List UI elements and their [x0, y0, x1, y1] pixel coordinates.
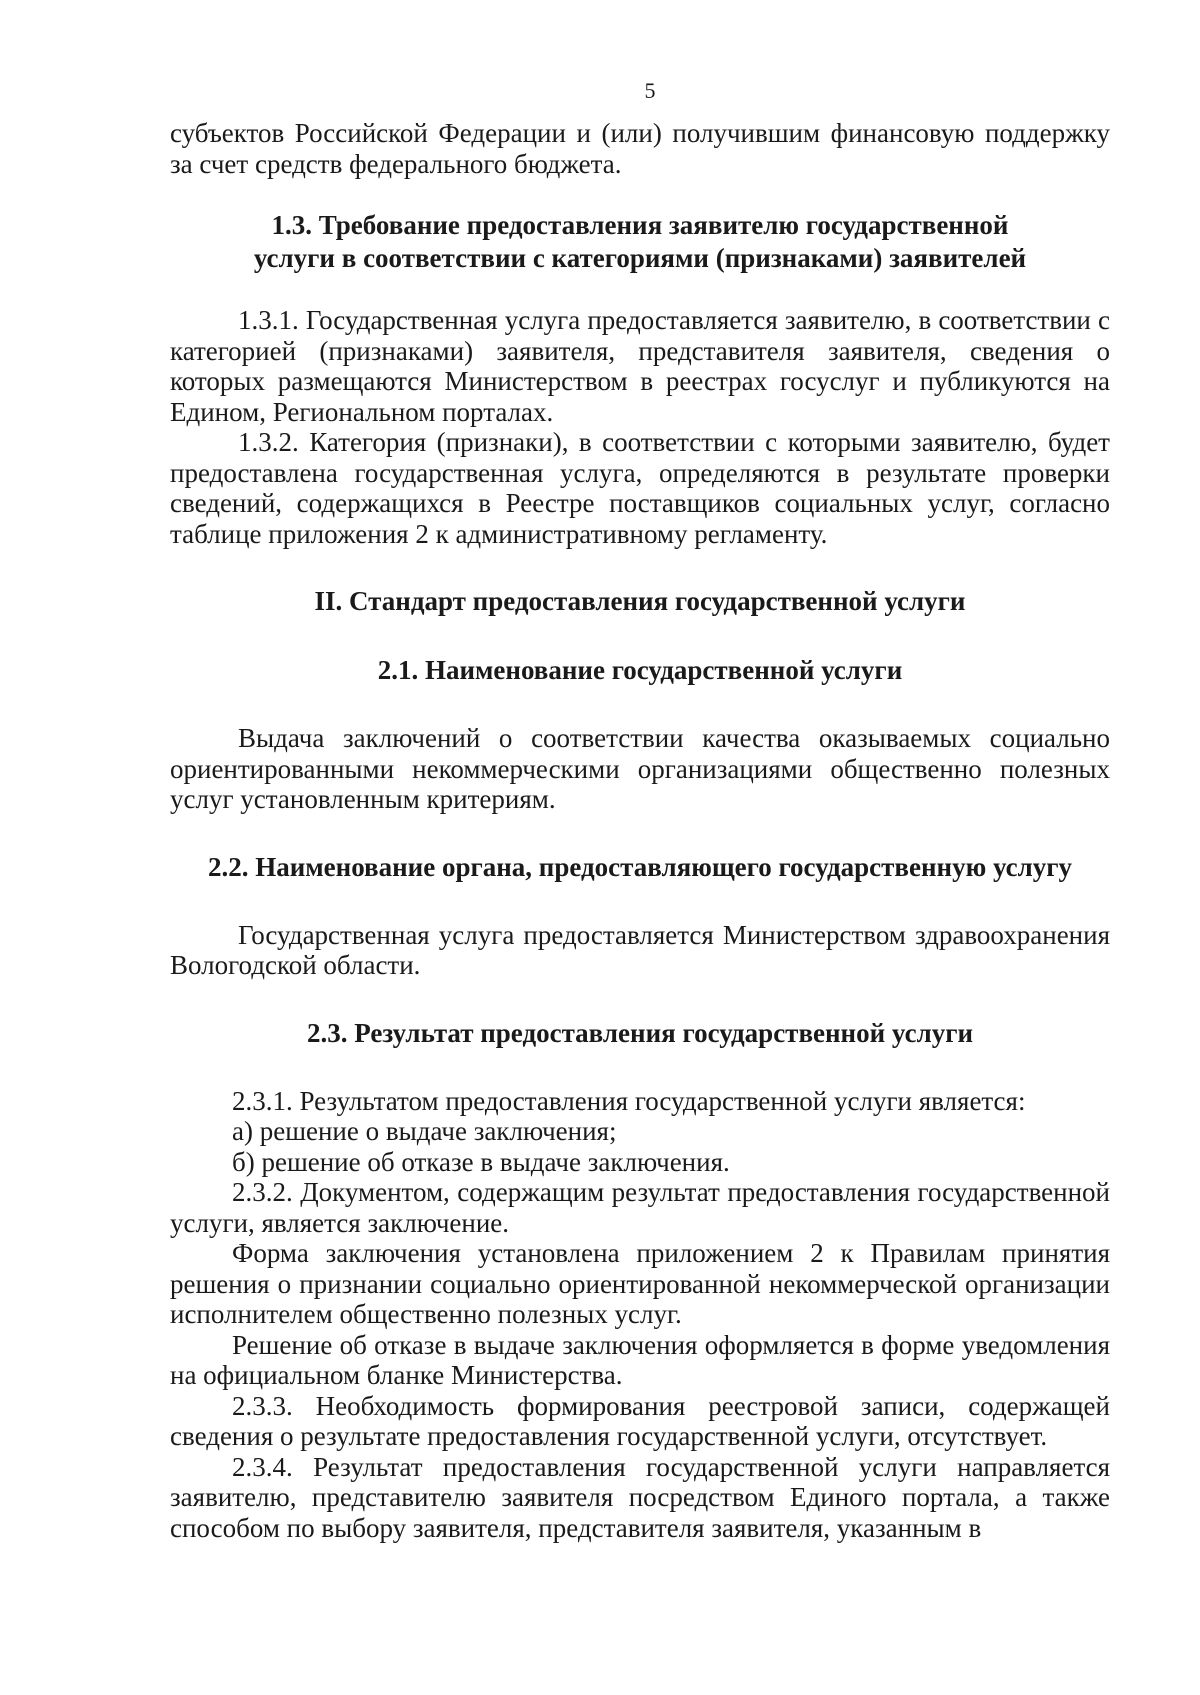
section-heading-1-3-line2: услуги в соответствии с категориями (признаками) заявителей: [253, 243, 1027, 273]
paragraph-form: Форма заключения установлена приложением 2 к Правилам принятия решения о признании социально ориентированной некоммерческой организации исполнителем общественно полезных услуг.: [170, 1238, 1110, 1329]
page-number: 5: [644, 78, 656, 103]
paragraph-2-3-4: 2.3.4. Результат предоставления государственной услуги направляется заявителю, представителю заявителя посредством Единого портала, а также способом по выбору заявителя, представителя заявителя, указанным в: [170, 1451, 1110, 1543]
paragraph-1-3-1: 1.3.1. Государственная услуга предоставляется заявителю, в соответствии с категорией (признаками) заявителя, представителя заявителя, сведения о которых размещаются Министерством в реестрах госуслуг и публикуются на Едином, Региональном порталах.: [170, 305, 1110, 427]
paragraph-1-3-2: 1.3.2. Категория (признаки), в соответствии с которыми заявителю, будет предоставлена государственная услуга, определяются в результате проверки сведений, содержащихся в Реестре поставщиков социальных услуг, согласно таблице приложения 2 к административному регламенту.: [170, 427, 1110, 549]
paragraph-refusal: Решение об отказе в выдаче заключения оформляется в форме уведомления на официальном бланке Министерства.: [170, 1329, 1110, 1390]
section-heading-2-2: 2.2. Наименование органа, предоставляющего государственную услугу: [207, 851, 1073, 882]
section-heading-1-3-line1: 1.3. Требование предоставления заявителю государственной: [271, 210, 1009, 240]
chapter-heading-II: II. Стандарт предоставления государственной услуги: [314, 586, 966, 616]
paragraph-2-3-2: 2.3.2. Документом, содержащим результат предоставления государственной услуги, является заключение.: [170, 1177, 1110, 1238]
document-body: [170, 118, 1110, 1543]
paragraph-2-1: Выдача заключений о соответствии качества оказываемых социально ориентированными некоммерческими организациями общественно полезных услуг установленным критериям.: [170, 723, 1110, 814]
list-item-a: а) решение о выдаче заключения;: [232, 1116, 617, 1146]
list-item-b: б) решение об отказе в выдаче заключения.: [232, 1146, 730, 1177]
section-heading-2-3: 2.3. Результат предоставления государственной услуги: [306, 1017, 974, 1048]
paragraph-2-2: Государственная услуга предоставляется Министерством здравоохранения Вологодской области.: [170, 919, 1110, 980]
paragraph-2-3-1: 2.3.1. Результатом предоставления государственной услуги является:: [232, 1085, 1026, 1116]
section-heading-2-1: 2.1. Наименование государственной услуги: [377, 655, 903, 685]
intro-paragraph: субъектов Российской Федерации и (или) получившим финансовую поддержку за счет средств федерального бюджета.: [170, 118, 1110, 179]
paragraph-2-3-3: 2.3.3. Необходимость формирования реестровой записи, содержащей сведения о результате предоставления государственной услуги, отсутствует.: [170, 1390, 1110, 1451]
